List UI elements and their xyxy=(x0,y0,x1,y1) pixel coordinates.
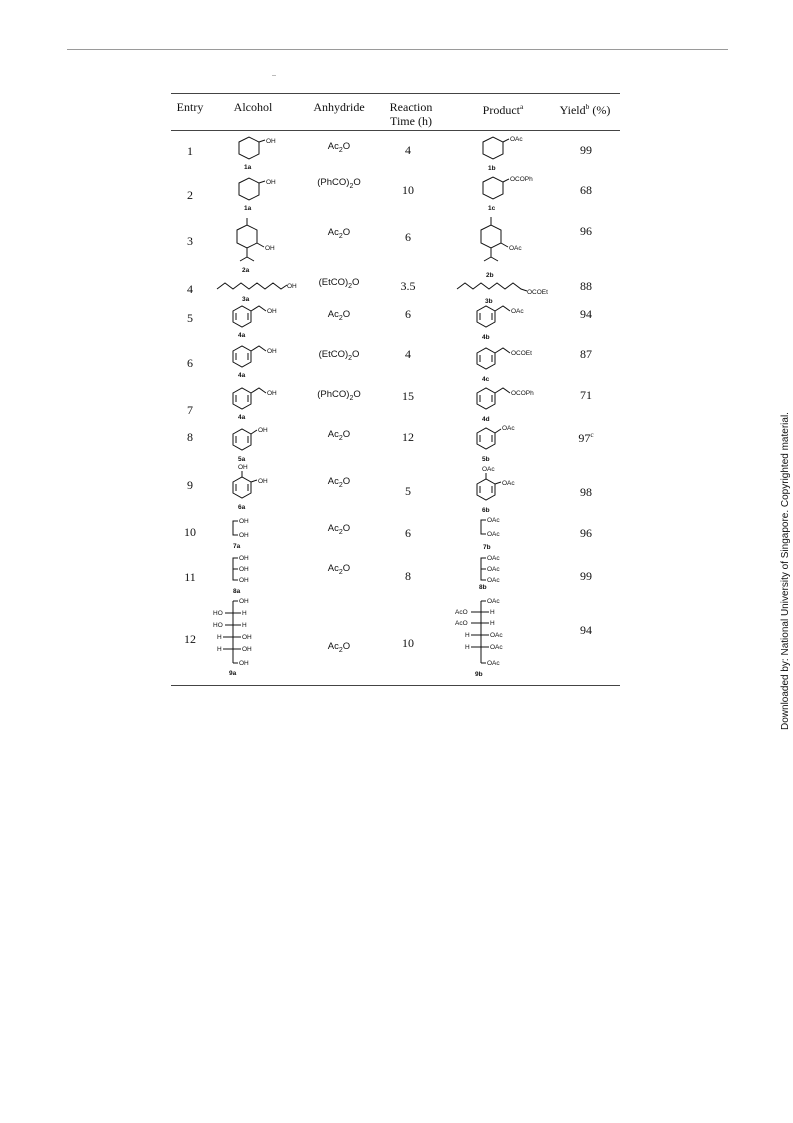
anhydride-11: $Ac_2O$ xyxy=(327,563,351,576)
product-5b-structure xyxy=(473,423,563,465)
svg-text:OAc: OAc xyxy=(502,425,515,432)
time-6: 4 xyxy=(405,347,411,361)
svg-text:OH: OH xyxy=(239,518,249,525)
svg-text:OCOEt: OCOEt xyxy=(527,289,548,296)
svg-text:OH: OH xyxy=(239,555,249,562)
yield-4: 88 xyxy=(580,279,592,293)
entry-6: 6 xyxy=(187,356,193,370)
yield-12: 94 xyxy=(580,623,592,637)
svg-text:4d: 4d xyxy=(482,416,490,423)
header-yield-sup: b xyxy=(585,102,590,111)
svg-text:7b: 7b xyxy=(483,544,491,551)
header-alcohol: Alcohol xyxy=(233,100,273,114)
alcohol-4a-structure-3 xyxy=(229,385,309,423)
svg-text:OAc: OAc xyxy=(487,555,500,562)
svg-text:OAc: OAc xyxy=(487,577,500,584)
product-7b-structure xyxy=(477,515,567,555)
yield-8-sup: c xyxy=(590,430,594,439)
header-anhydride: Anhydride xyxy=(313,100,365,114)
entry-1: 1 xyxy=(187,144,193,158)
svg-text:1b: 1b xyxy=(488,165,496,172)
time-12: 10 xyxy=(402,636,414,650)
svg-text:OH: OH xyxy=(239,660,249,667)
svg-text:OAc: OAc xyxy=(511,308,524,315)
product-4b-structure xyxy=(473,301,563,343)
yield-2: 68 xyxy=(580,183,592,197)
yield-7: 71 xyxy=(580,388,592,402)
header-entry: Entry xyxy=(176,100,204,114)
svg-text:H: H xyxy=(490,620,495,627)
svg-text:OAc: OAc xyxy=(490,632,503,639)
header-reaction-time xyxy=(383,100,439,128)
svg-text:H: H xyxy=(490,609,495,616)
svg-text:OH: OH xyxy=(238,464,248,471)
anhydride-1: $Ac_2O$ xyxy=(327,141,351,154)
yield-10: 96 xyxy=(580,526,592,540)
entry-10: 10 xyxy=(184,525,196,539)
anhydride-2: $(PhCO)_2O$ xyxy=(317,177,361,190)
table-header-rule xyxy=(171,130,620,131)
svg-text:AcO: AcO xyxy=(455,609,468,616)
yield-6: 87 xyxy=(580,347,592,361)
svg-text:4b: 4b xyxy=(482,334,490,341)
svg-text:H: H xyxy=(217,646,222,653)
svg-text:H: H xyxy=(465,632,470,639)
svg-text:4a: 4a xyxy=(238,414,246,421)
entry-8: 8 xyxy=(187,430,193,444)
svg-text:OCOPh: OCOPh xyxy=(511,390,534,397)
svg-text:6a: 6a xyxy=(238,504,246,511)
svg-text:OH: OH xyxy=(239,532,249,539)
anhydride-5: $Ac_2O$ xyxy=(327,309,351,322)
alcohol-4a-structure xyxy=(229,303,309,341)
svg-text:OH: OH xyxy=(239,598,249,605)
time-2: 10 xyxy=(402,183,414,197)
svg-text:9b: 9b xyxy=(475,671,483,678)
time-8: 12 xyxy=(402,430,414,444)
svg-text:8b: 8b xyxy=(479,584,487,591)
page-top-rule xyxy=(67,49,728,50)
header-time-line1: Reaction xyxy=(389,100,433,114)
svg-text:OAc: OAc xyxy=(509,245,522,252)
product-9b-structure xyxy=(453,597,553,681)
anhydride-9: $Ac_2O$ xyxy=(327,476,351,489)
header-product-text: Product xyxy=(482,103,520,117)
entry-12: 12 xyxy=(184,632,196,646)
header-product-sup: a xyxy=(520,102,524,111)
alcohol-2a-structure xyxy=(229,216,309,278)
product-8b-structure xyxy=(477,553,567,595)
svg-text:OAc: OAc xyxy=(487,660,500,667)
download-watermark: Downloaded by: National University of Singapore. Copyrighted material. xyxy=(780,412,791,730)
svg-text:OAc: OAc xyxy=(487,517,500,524)
svg-text:OH: OH xyxy=(287,283,297,290)
time-9: 5 xyxy=(405,484,411,498)
product-4d-structure xyxy=(473,383,563,425)
svg-text:7a: 7a xyxy=(233,543,241,550)
svg-text:HO: HO xyxy=(213,622,223,629)
product-4c-structure xyxy=(473,341,563,383)
anhydride-6: $(EtCO)_2O$ xyxy=(318,349,360,362)
svg-text:3a: 3a xyxy=(242,296,250,303)
alcohol-5a-structure xyxy=(229,424,309,464)
svg-text:1c: 1c xyxy=(488,205,496,212)
alcohol-4a-structure-2 xyxy=(229,343,309,381)
alcohol-7a-structure xyxy=(229,515,309,553)
svg-text:OH: OH xyxy=(267,390,277,397)
anhydride-12: $Ac_2O$ xyxy=(327,641,351,654)
alcohol-1a-structure xyxy=(229,136,309,174)
anhydride-10: $Ac_2O$ xyxy=(327,523,351,536)
svg-text:OH: OH xyxy=(266,138,276,145)
svg-text:2b: 2b xyxy=(486,272,494,279)
time-3: 6 xyxy=(405,230,411,244)
svg-text:AcO: AcO xyxy=(455,620,468,627)
svg-text:OH: OH xyxy=(239,566,249,573)
entry-4: 4 xyxy=(187,282,193,296)
svg-text:OAc: OAc xyxy=(510,136,523,143)
svg-text:OH: OH xyxy=(267,308,277,315)
product-1b-structure xyxy=(473,135,563,175)
yield-5: 94 xyxy=(580,307,592,321)
yield-1: 99 xyxy=(580,143,592,157)
svg-text:H: H xyxy=(242,622,247,629)
entry-3: 3 xyxy=(187,234,193,248)
product-1c-structure xyxy=(473,175,563,215)
svg-text:8a: 8a xyxy=(233,588,241,595)
alcohol-9a-structure xyxy=(211,597,311,683)
yield-3: 96 xyxy=(580,224,592,238)
svg-text:OH: OH xyxy=(267,348,277,355)
yield-9: 98 xyxy=(580,485,592,499)
svg-text:OH: OH xyxy=(258,478,268,485)
anhydride-3: $Ac_2O$ xyxy=(327,227,351,240)
yield-8 xyxy=(559,430,613,446)
svg-text:4a: 4a xyxy=(238,332,246,339)
header-yield-text: Yield xyxy=(559,103,586,117)
svg-text:OAc: OAc xyxy=(487,598,500,605)
time-1: 4 xyxy=(405,143,411,157)
svg-text:5b: 5b xyxy=(482,456,490,463)
svg-text:9a: 9a xyxy=(229,670,237,677)
alcohol-1a-structure-2 xyxy=(229,177,309,215)
header-time-line2: Time (h) xyxy=(390,114,432,128)
product-6b-structure xyxy=(473,463,563,517)
time-10: 6 xyxy=(405,526,411,540)
svg-text:2a: 2a xyxy=(242,267,250,274)
entry-7: 7 xyxy=(187,403,193,417)
svg-text:OAc: OAc xyxy=(502,480,515,487)
svg-text:H: H xyxy=(242,610,247,617)
svg-text:3b: 3b xyxy=(485,298,493,305)
svg-text:4c: 4c xyxy=(482,376,490,383)
time-7: 15 xyxy=(402,389,414,403)
svg-text:1a: 1a xyxy=(244,205,252,212)
product-2b-structure xyxy=(473,215,563,283)
time-5: 6 xyxy=(405,307,411,321)
alcohol-3a-structure xyxy=(215,277,315,305)
time-11: 8 xyxy=(405,569,411,583)
svg-text:OH: OH xyxy=(239,577,249,584)
svg-text:HO: HO xyxy=(213,610,223,617)
svg-text:OH: OH xyxy=(242,646,252,653)
anhydride-8: $Ac_2O$ xyxy=(327,429,351,442)
entry-5: 5 xyxy=(187,311,193,325)
svg-text:5a: 5a xyxy=(238,456,246,463)
svg-text:OAc: OAc xyxy=(487,566,500,573)
svg-text:OH: OH xyxy=(258,427,268,434)
table-bottom-rule xyxy=(171,685,620,686)
svg-text:OAc: OAc xyxy=(487,531,500,538)
table-top-rule xyxy=(171,93,620,94)
header-product xyxy=(463,100,543,117)
alcohol-6a-structure xyxy=(229,463,309,513)
scan-mark xyxy=(272,75,276,76)
header-yield-unit: (%) xyxy=(589,103,611,117)
header-yield xyxy=(551,100,619,117)
svg-text:OH: OH xyxy=(265,245,275,252)
entry-11: 11 xyxy=(184,570,196,584)
svg-text:6b: 6b xyxy=(482,507,490,514)
anhydride-7: $(PhCO)_2O$ xyxy=(317,389,361,402)
svg-text:1a: 1a xyxy=(244,164,252,171)
alcohol-8a-structure xyxy=(229,553,309,599)
svg-text:H: H xyxy=(217,634,222,641)
svg-text:OAc: OAc xyxy=(482,466,495,473)
anhydride-4: $(EtCO)_2O$ xyxy=(318,277,360,290)
yield-11: 99 xyxy=(580,569,592,583)
svg-text:OAc: OAc xyxy=(490,644,503,651)
yield-8-value: 97 xyxy=(578,431,591,445)
svg-text:OCOEt: OCOEt xyxy=(511,350,532,357)
time-4: 3.5 xyxy=(400,279,416,293)
svg-text:OCOPh: OCOPh xyxy=(510,176,533,183)
svg-text:4a: 4a xyxy=(238,372,246,379)
svg-text:OH: OH xyxy=(242,634,252,641)
entry-2: 2 xyxy=(187,188,193,202)
svg-text:OH: OH xyxy=(266,179,276,186)
svg-text:H: H xyxy=(465,644,470,651)
entry-9: 9 xyxy=(187,478,193,492)
